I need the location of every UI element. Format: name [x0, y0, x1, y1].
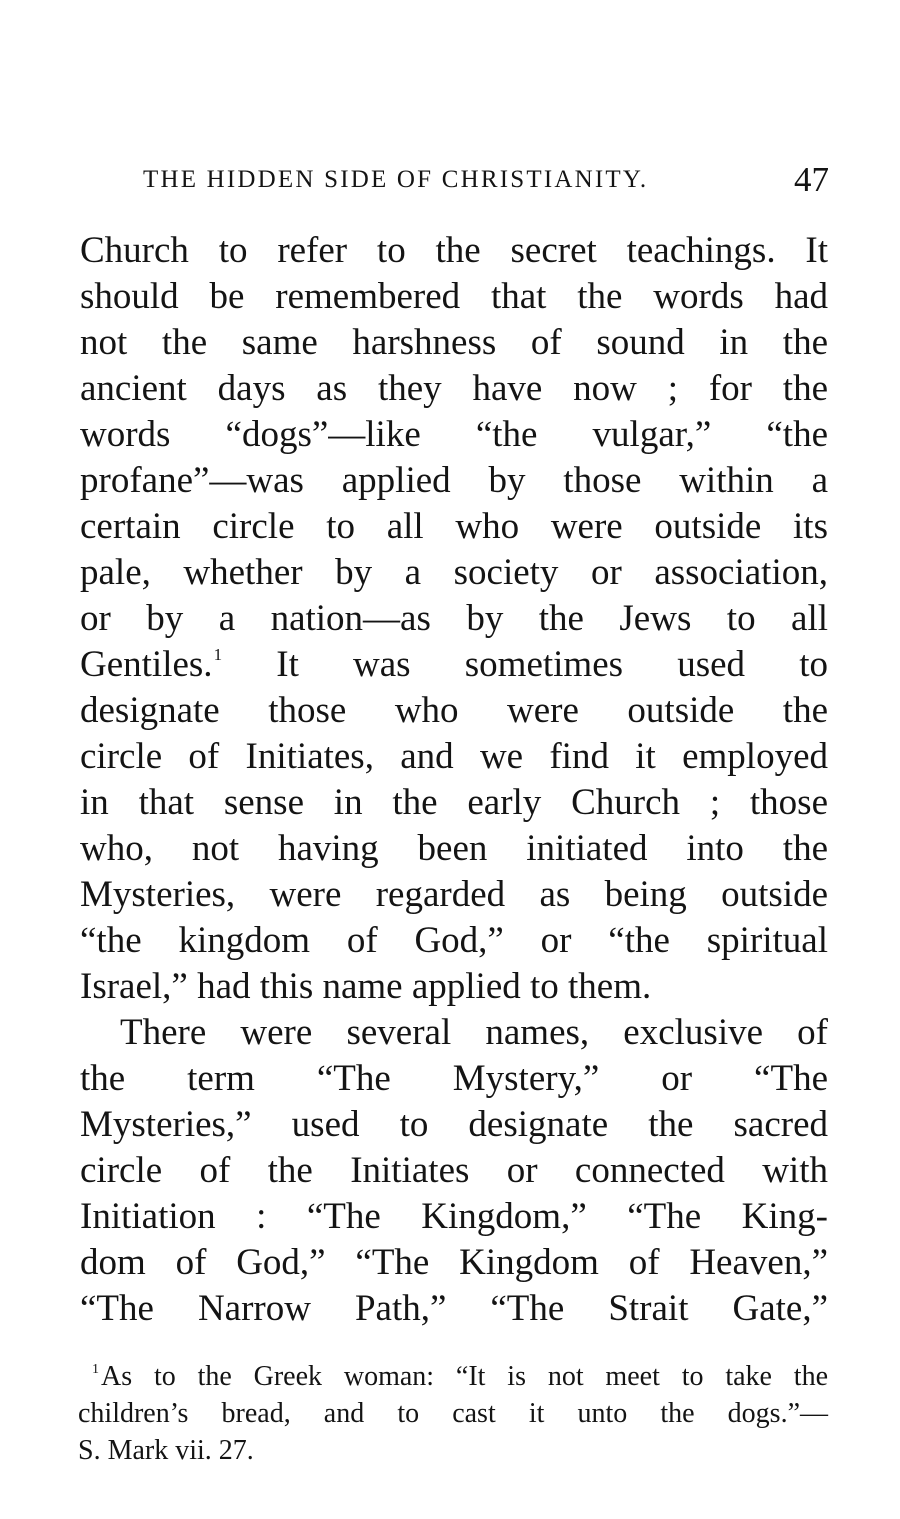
footnote-mark: 1 [92, 1362, 99, 1377]
footnote-reference[interactable]: 1 [213, 645, 223, 664]
body-line: Mysteries,” used to designate the sacred [80, 1104, 828, 1145]
body-line: certain circle to all who were outside its [80, 506, 828, 547]
footnote-line [78, 1358, 828, 1395]
body-line: should be remembered that the words had [80, 276, 828, 317]
body-line-with-footnote-ref [80, 642, 828, 688]
footnote-line: children’s bread, and to cast it unto the dogs.”— [78, 1398, 828, 1429]
body-line: profane”—was applied by those within a [80, 460, 828, 501]
body-line: circle of the Initiates or connected with [80, 1150, 828, 1191]
body-line: circle of Initiates, and we find it employed [80, 736, 828, 777]
footnote-line: S. Mark vii. 27. [78, 1435, 254, 1466]
body-line: Mysteries, were regarded as being outside [80, 874, 828, 915]
body-line: in that sense in the early Church ; those [80, 782, 828, 823]
body-line: the term “The Mystery,” or “The [80, 1058, 828, 1099]
footnote-text: As to the Greek woman: “It is not meet to take the [101, 1361, 828, 1392]
body-line: “the kingdom of God,” or “the spiritual [80, 920, 828, 961]
body-text [80, 228, 828, 1332]
body-line: designate those who were outside the [80, 690, 828, 731]
running-head [143, 160, 833, 199]
running-head-title: THE HIDDEN SIDE OF CHRISTIANITY. [143, 166, 649, 193]
body-line-start: Gentiles. [80, 644, 213, 685]
body-line: dom of God,” “The Kingdom of Heaven,” [80, 1242, 828, 1283]
body-line: “The Narrow Path,” “The Strait Gate,” [80, 1288, 828, 1329]
body-line: Israel,” had this name applied to them. [80, 966, 652, 1007]
body-line: Church to refer to the secret teachings. It [80, 230, 828, 271]
body-line: ancient days as they have now ; for the [80, 368, 828, 409]
body-line: words “dogs”—like “the vulgar,” “the [80, 414, 828, 455]
body-line: Initiation : “The Kingdom,” “The King- [80, 1196, 828, 1237]
page-number: 47 [794, 160, 829, 199]
body-line-end: It was sometimes used to [276, 644, 828, 685]
body-line: who, not having been initiated into the [80, 828, 828, 869]
body-line: pale, whether by a society or association, [80, 552, 828, 593]
footnote [78, 1358, 828, 1469]
body-line: or by a nation—as by the Jews to all [80, 598, 828, 639]
paragraph-start-line: There were several names, exclusive of [120, 1012, 828, 1053]
body-line: not the same harshness of sound in the [80, 322, 828, 363]
